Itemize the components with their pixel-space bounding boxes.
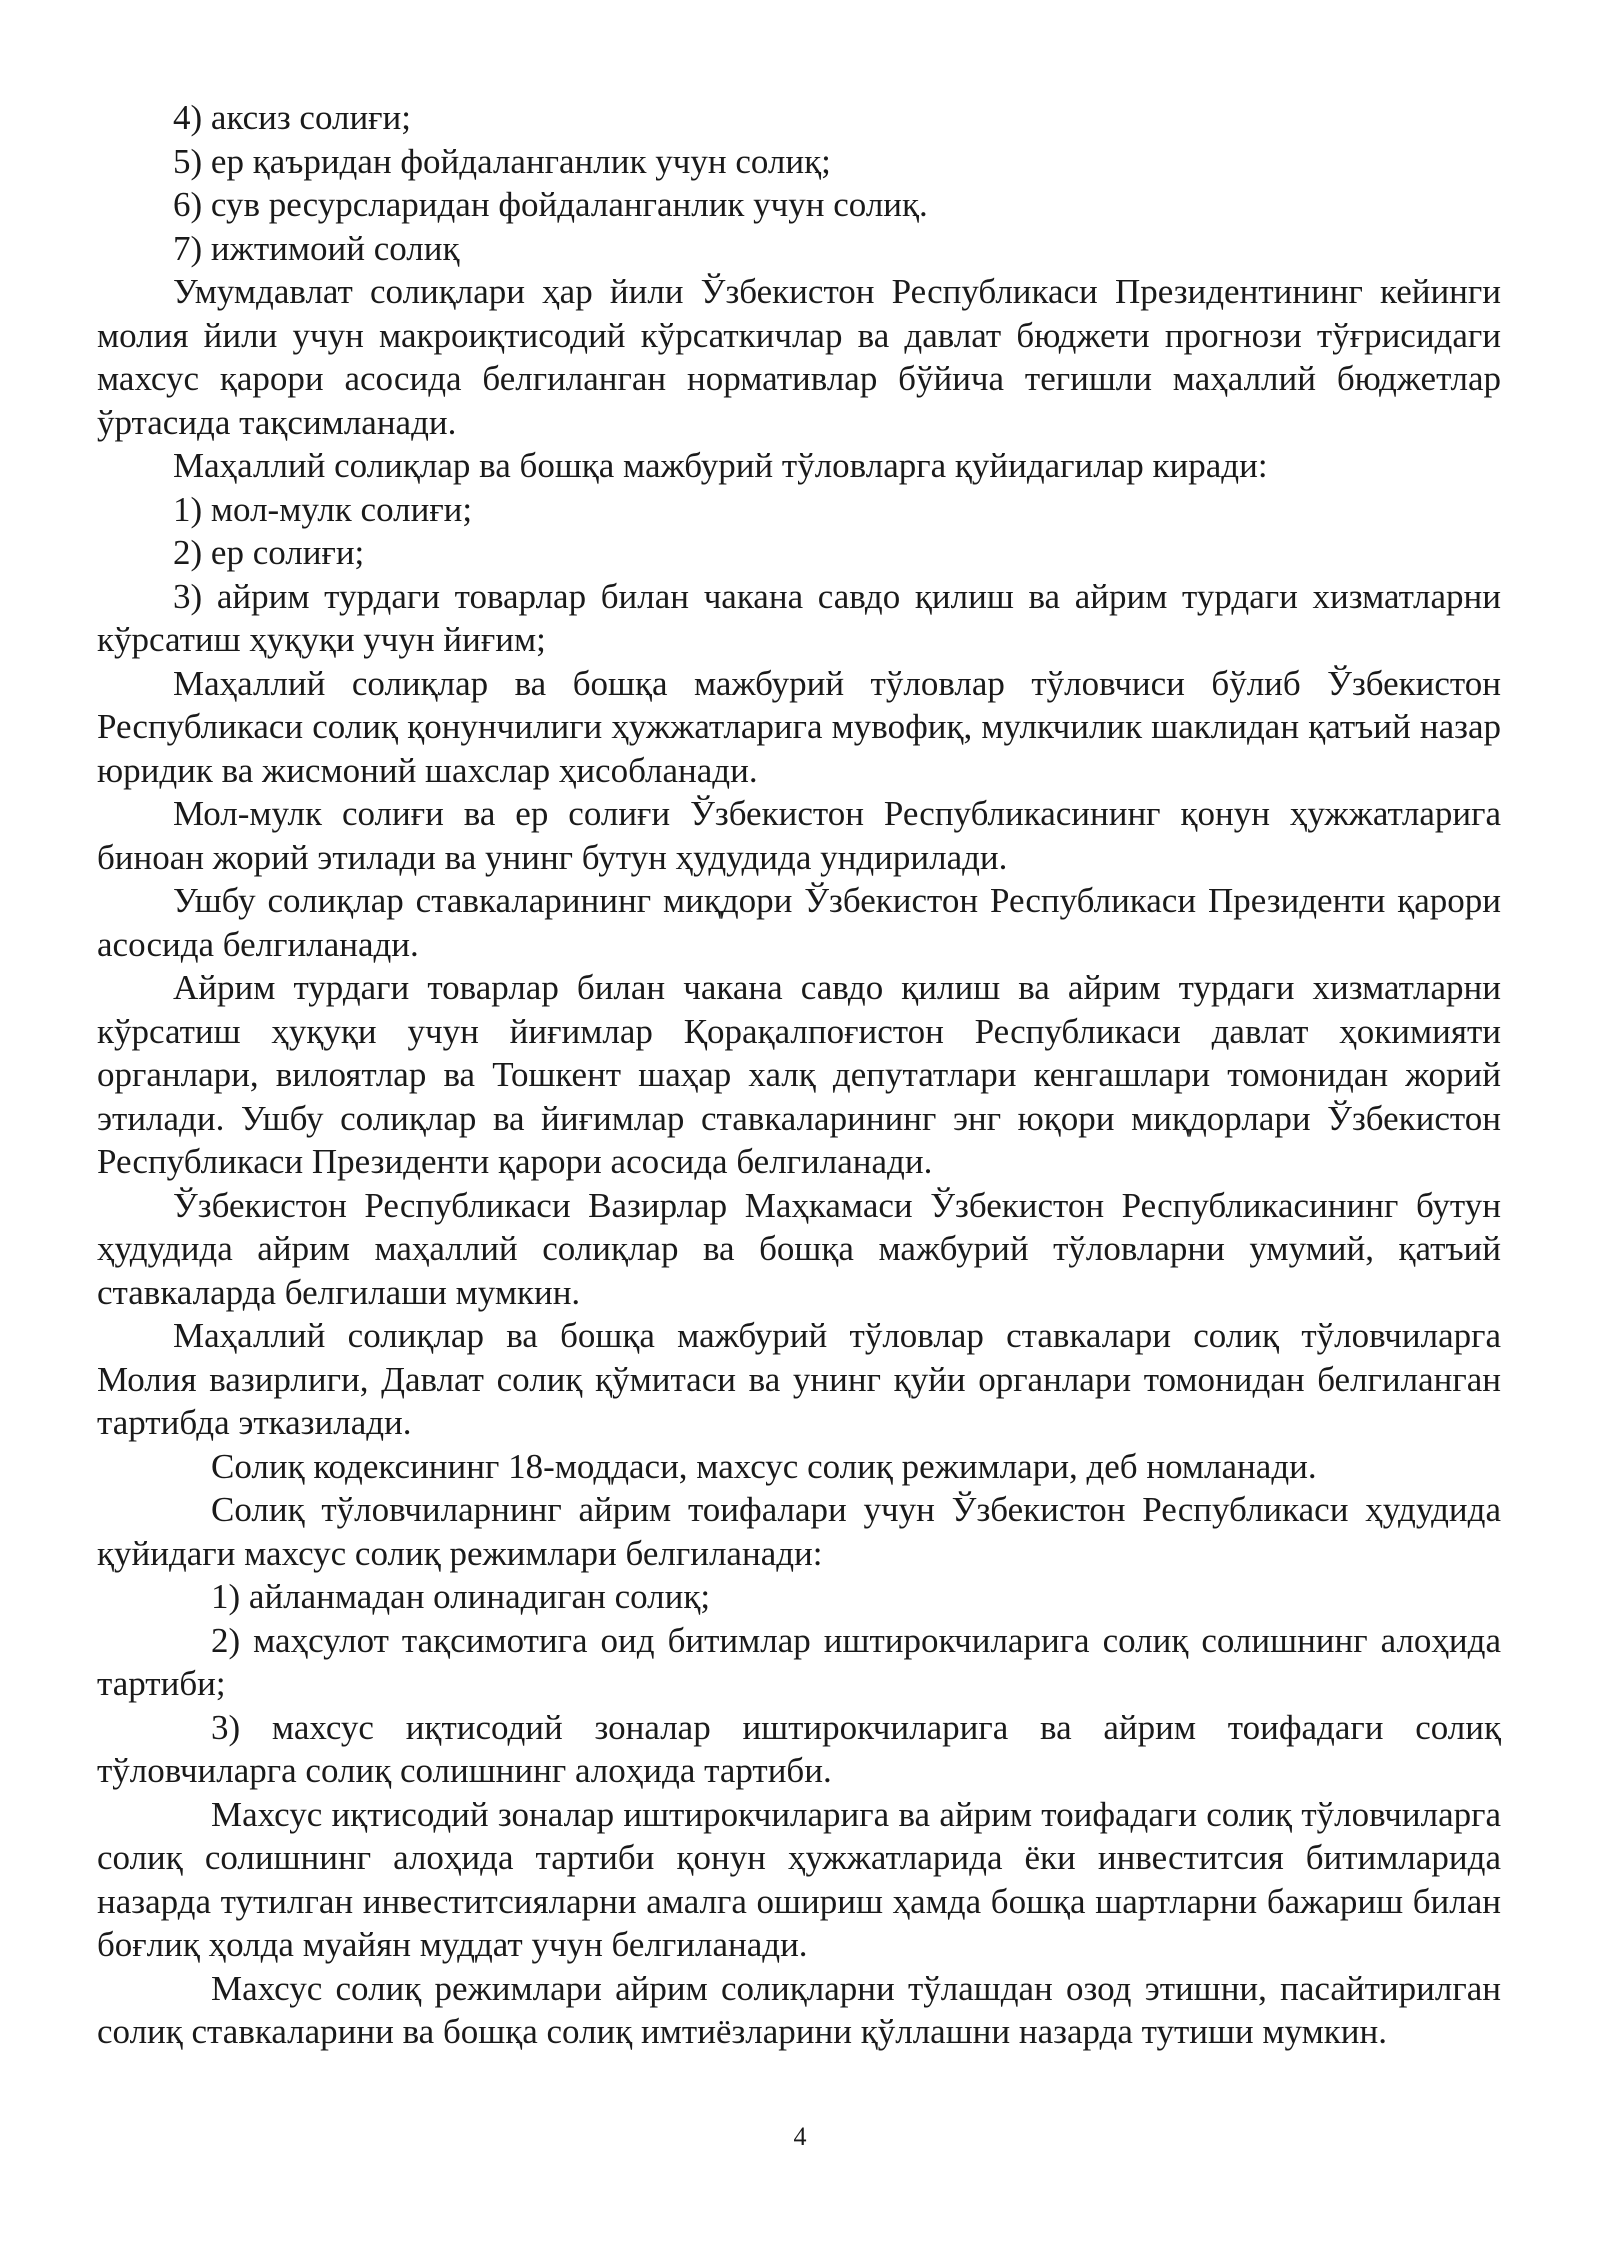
- page-number: 4: [793, 2122, 807, 2151]
- paragraph-national-taxes: Умумдавлат солиқлари ҳар йили Ўзбекистон Республикаси Президентининг кейинги молия йили учун макроиқтисодий кўрсаткичлар ва давлат бюджети прогнози тўғрисидаги махсус қарори асосида белгиланган нормативлар бўйича тегишли маҳаллий бюджетлар ўртасида тақсимланади.: [97, 272, 1501, 442]
- paragraph-special-regimes-benefits: Махсус солиқ режимлари айрим солиқларни тўлашдан озод этишни, пасайтирилган солиқ ставкаларини ва бошқа солиқ имтиёзларини қўллашни назарда тутиши мумкин.: [97, 1968, 1501, 2051]
- list-item-turnover-tax: 1) айланмадан олинадиган солиқ;: [211, 1577, 711, 1616]
- paragraph-special-regimes-intro: Солиқ тўловчиларнинг айрим тоифалари учун Ўзбекистон Республикаси ҳудудида қуйидаги махсус солиқ режимлари белгиланади:: [97, 1490, 1501, 1573]
- list-item-sez-taxation: 3) махсус иқтисодий зоналар иштирокчиларига ва айрим тоифадаги солиқ тўловчиларга солиқ солишнинг алоҳида тартиби.: [97, 1707, 1501, 1790]
- paragraph-tax-rates: Ушбу солиқлар ставкаларининг миқдори Ўзбекистон Республикаси Президенти қарори асосида белгиланади.: [97, 881, 1501, 964]
- list-item-retail-fee: 3) айрим турдаги товарлар билан чакана савдо қилиш ва айрим турдаги хизматларни кўрсатиш ҳуқуқи учун йиғим;: [97, 576, 1501, 659]
- list-item-subsoil-tax: 5) ер қаъридан фойдаланганлик учун солиқ;: [173, 141, 831, 181]
- paragraph-local-taxpayers: Маҳаллий солиқлар ва бошқа мажбурий тўловлар тўловчиси бўлиб Ўзбекистон Республикаси солиқ қонунчилиги ҳужжатларига мувофиқ, мулкчилик шаклидан қатъий назар юридик ва жисмоний шахслар ҳисобланади.: [97, 663, 1501, 790]
- list-item-social-tax: 7) ижтимоий солиқ: [173, 228, 460, 268]
- document-page: [97, 96, 1501, 2054]
- paragraph-local-taxes-intro: Маҳаллий солиқлар ва бошқа мажбурий тўловларга қуйидагилар киради:: [173, 446, 1268, 485]
- paragraph-rate-communication: Маҳаллий солиқлар ва бошқа мажбурий тўловлар ставкалари солиқ тўловчиларга Молия вазирлиги, Давлат солиқ қўмитаси ва унинг қуйи органлари томонидан белгиланган тартибда этказилади.: [97, 1316, 1501, 1442]
- list-item-psa-taxation: 2) маҳсулот тақсимотига оид битимлар иштирокчиларига солиқ солишнинг алоҳида тартиби;: [97, 1620, 1501, 1703]
- paragraph-retail-fees: Айрим турдаги товарлар билан чакана савдо қилиш ва айрим турдаги хизматларни кўрсатиш ҳуқуқи учун йиғимлар Қорақалпоғистон Республикаси давлат ҳокимияти органлари, вилоятлар ва Тошкент шаҳар халқ депутатлари кенгашлари томонидан жорий этилади. Ушбу солиқлар ва йиғимлар ставкаларининг энг юқори миқдорлари Ўзбекистон Республикаси Президенти қарори асосида белгиланади.: [97, 968, 1501, 1181]
- list-item-property-tax: 1) мол-мулк солиғи;: [173, 489, 473, 529]
- list-item-land-tax: 2) ер солиғи;: [173, 533, 365, 572]
- paragraph-cabinet-rates: Ўзбекистон Республикаси Вазирлар Маҳкамаси Ўзбекистон Республикасининг бутун ҳудудида айрим маҳаллий солиқлар ва бошқа мажбурий тўловларни умумий, қатъий ставкаларда белгилаши мумкин.: [97, 1185, 1501, 1312]
- paragraph-article-18: Солиқ кодексининг 18-моддаси, махсус солиқ режимлари, деб номланади.: [211, 1446, 1317, 1486]
- paragraph-property-land-tax: Мол-мулк солиғи ва ер солиғи Ўзбекистон Республикасининг қонун ҳужжатларига биноан жорий этилади ва унинг бутун ҳудудида ундирилади.: [97, 794, 1501, 877]
- paragraph-sez-procedure: Махсус иқтисодий зоналар иштирокчиларига ва айрим тоифадаги солиқ тўловчиларга солиқ солишнинг алоҳида тартиби қонун ҳужжатларида ёки инвеститсия битимларида назарда тутилган инвеститсияларни амалга ошириш ҳамда бошқа шартларни бажариш билан боғлиқ ҳолда муайян муддат учун белгиланади.: [97, 1794, 1501, 1964]
- list-item-water-tax: 6) сув ресурсларидан фойдаланганлик учун солиқ.: [173, 185, 928, 224]
- list-item-excise-tax: 4) аксиз солиғи;: [173, 98, 411, 137]
